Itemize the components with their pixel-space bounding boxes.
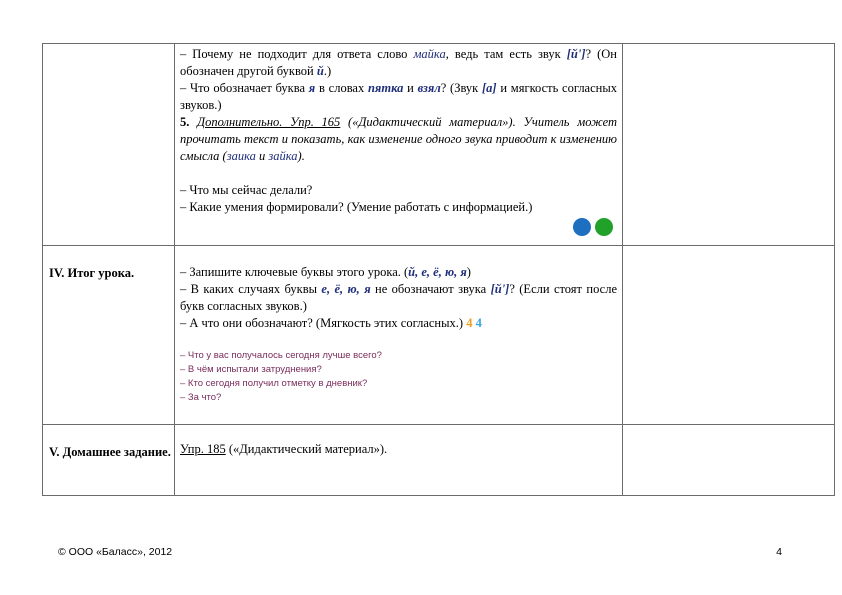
green-circle-icon bbox=[595, 218, 613, 236]
text-run: й, е, ё, ю, я bbox=[408, 265, 467, 279]
content-cell bbox=[175, 425, 623, 496]
text-run: [й'] bbox=[490, 282, 510, 296]
content-paragraph bbox=[180, 46, 617, 80]
text-run: заика bbox=[226, 149, 256, 163]
notes-cell bbox=[623, 246, 835, 425]
text-run: – Какие умения формировали? (Умение работать с информацией.) bbox=[180, 200, 533, 214]
text-run: ) bbox=[466, 265, 471, 279]
lesson-content bbox=[175, 44, 622, 238]
page-number: 4 bbox=[776, 546, 782, 558]
status-dots bbox=[180, 216, 617, 238]
lesson-content bbox=[175, 246, 622, 405]
text-run: в словах bbox=[315, 81, 368, 95]
stage-title: IV. Итог урока. bbox=[49, 266, 135, 280]
content-cell bbox=[175, 44, 623, 246]
reflection-question: – За что? bbox=[180, 392, 222, 403]
text-run: зайка bbox=[268, 149, 298, 163]
text-run: пятка bbox=[367, 81, 404, 95]
text-run: майка bbox=[413, 47, 446, 61]
text-run: [й'] bbox=[566, 47, 586, 61]
table-row bbox=[43, 246, 835, 425]
text-run: не обозначают звука bbox=[370, 282, 491, 296]
notes-cell bbox=[623, 425, 835, 496]
text-run: ? (Он обозначен другой буквой bbox=[180, 47, 617, 78]
content-cell bbox=[175, 246, 623, 425]
stage-title bbox=[43, 44, 174, 62]
lesson-content bbox=[175, 425, 622, 458]
text-run: .) bbox=[323, 64, 332, 78]
text-run: ? (Звук bbox=[440, 81, 483, 95]
blue-circle-icon bbox=[573, 218, 591, 236]
text-run: – Почему не подходит для ответа слово bbox=[180, 47, 414, 61]
content-paragraph bbox=[180, 182, 617, 199]
text-run: [а] bbox=[482, 81, 497, 95]
text-run: й bbox=[316, 64, 324, 78]
text-run: 4 bbox=[472, 316, 482, 330]
stage-cell bbox=[43, 246, 175, 425]
content-paragraph bbox=[180, 114, 617, 165]
reflection-question: – В чём испытали затруднения? bbox=[180, 364, 322, 375]
text-run: и bbox=[255, 149, 269, 163]
content-paragraph bbox=[180, 199, 617, 216]
text-run: 4 bbox=[463, 316, 473, 330]
text-run: взял bbox=[417, 81, 441, 95]
text-run: – А что они обозначают? (Мягкость этих согласных.) bbox=[180, 316, 464, 330]
spacer bbox=[180, 165, 617, 182]
text-run: – Что мы сейчас делали? bbox=[180, 183, 313, 197]
text-run: я bbox=[308, 81, 316, 95]
content-paragraph bbox=[180, 264, 617, 281]
reflection-question: – Что у вас получалось сегодня лучше всего? bbox=[180, 350, 382, 361]
text-run: – Что обозначает буква bbox=[180, 81, 309, 95]
content-paragraph bbox=[180, 80, 617, 114]
copyright-footer: © ООО «Баласс», 2012 bbox=[58, 546, 173, 558]
table-row bbox=[43, 425, 835, 496]
notes-cell bbox=[623, 44, 835, 246]
lesson-plan-table bbox=[42, 43, 835, 496]
reflection-question: – Кто сегодня получил отметку в дневник? bbox=[180, 378, 368, 389]
text-run: и мягкость согласных звуков.) bbox=[180, 81, 617, 112]
text-run: – Запишите ключевые буквы этого урока. ( bbox=[180, 265, 409, 279]
text-run: – В каких случаях буквы bbox=[180, 282, 322, 296]
spacer bbox=[180, 332, 617, 349]
text-run: и bbox=[403, 81, 418, 95]
text-run: Дополнительно. Упр. 165 bbox=[197, 115, 341, 129]
text-run: («Дидактический материал»). Учитель может прочитать текст и показать, как изменение одного звука приводит к изменению смысла ( bbox=[180, 115, 618, 163]
stage-cell bbox=[43, 44, 175, 246]
table-row bbox=[43, 44, 835, 246]
text-run: ). bbox=[297, 149, 305, 163]
stage-cell bbox=[43, 425, 175, 496]
text-run: 5. bbox=[180, 115, 198, 129]
text-run: ? (Если стоят после букв согласных звуков.) bbox=[180, 282, 617, 313]
content-paragraph bbox=[180, 281, 617, 315]
text-run: е, ё, ю, я bbox=[321, 282, 371, 296]
text-run: Упр. 185 bbox=[180, 442, 226, 456]
text-run: («Дидактический материал»). bbox=[225, 442, 388, 456]
stage-title: V. Домашнее задание. bbox=[49, 445, 171, 459]
text-run: , ведь там есть звук bbox=[445, 47, 567, 61]
content-paragraph bbox=[180, 315, 617, 332]
content-paragraph bbox=[180, 441, 617, 458]
